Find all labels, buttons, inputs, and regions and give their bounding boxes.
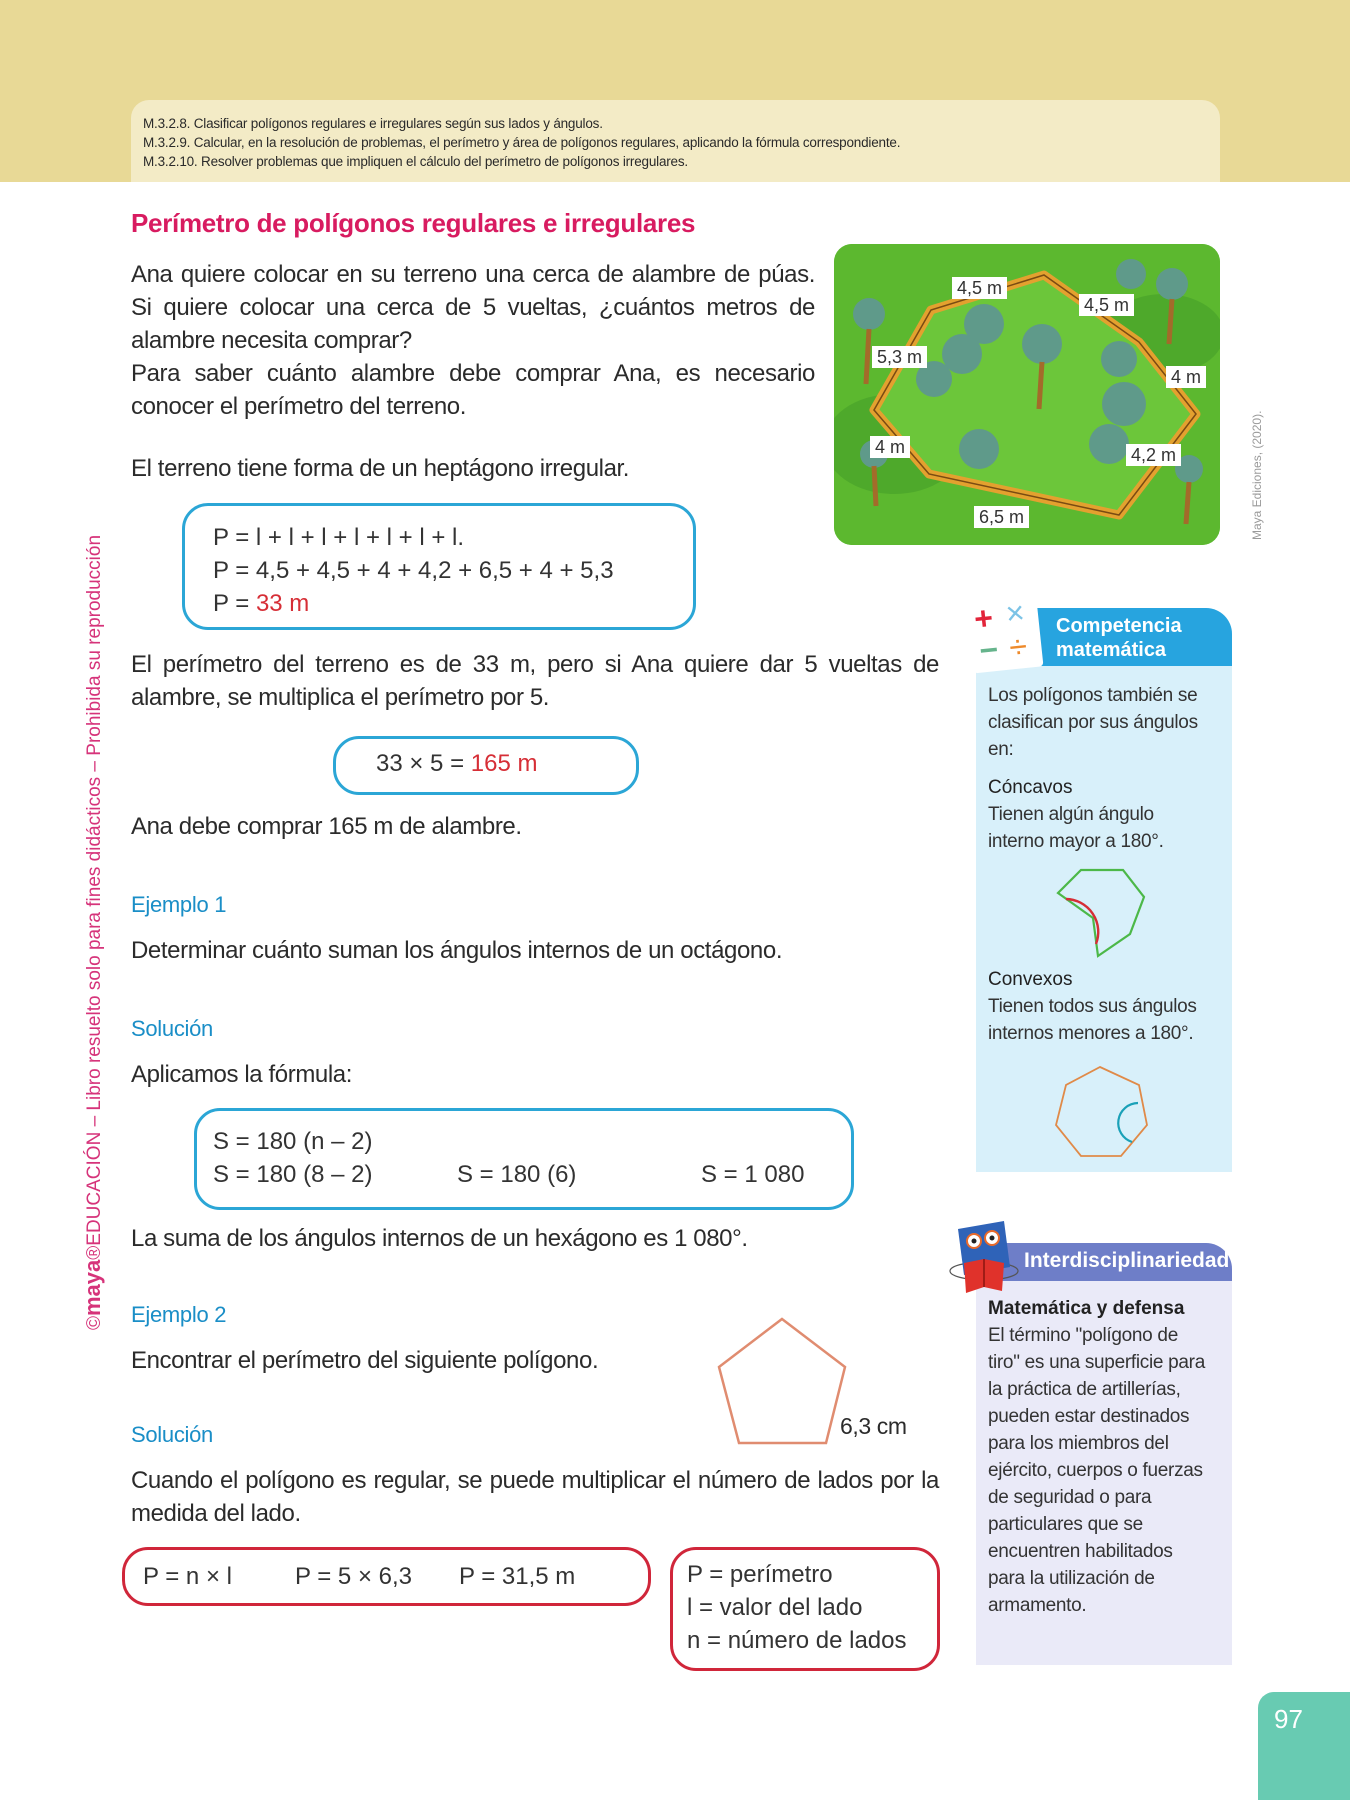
inter-subtitle: Matemática y defensa: [988, 1298, 1185, 1319]
divide-icon: ÷: [1007, 627, 1029, 666]
competencia-intro: Los polígonos también se clasifican por sus ángulos en:: [988, 685, 1198, 760]
page-number: 97: [1274, 1704, 1303, 1734]
convex-heptagon-figure: [1054, 1063, 1154, 1159]
side-label-bottom-right: 4,2 m: [1126, 444, 1181, 466]
competencia-title-line2: matemática: [1056, 639, 1167, 661]
angle-sum-formula-box: [194, 1108, 854, 1210]
apply-formula-text: Aplicamos la fórmula:: [131, 1061, 353, 1088]
competencia-matematica-panel: [972, 593, 1232, 1172]
inter-body-text: El término "polígono de tiro" es una superficie para la práctica de artillerías, pueden estar destinados para los miembros del ejército, cuerpos o fuerzas de seguridad o para particulares que se encuentren habilitados para la utilización de armamento.: [988, 1325, 1205, 1616]
side-label-left: 5,3 m: [872, 346, 927, 368]
intro-explanation: Para saber cuánto alambre debe comprar Ana, es necesario conocer el perímetro del terreno.: [131, 360, 815, 420]
convex-description: Tienen todos sus ángulos internos menores a 180°.: [988, 996, 1197, 1044]
example-1-prompt: Determinar cuánto suman los ángulos internos de un octágono.: [131, 937, 783, 964]
side-credit-text: ®EDUCACIÓN – Libro resuelto solo para fines didácticos – Prohibida su reproducción: [84, 534, 105, 1260]
side-label-bottom: 6,5 m: [974, 506, 1029, 528]
angle-formula-step2: S = 180 (6): [457, 1161, 577, 1188]
pentagon-side-label: 6,3 cm: [840, 1413, 907, 1439]
concave-description: Tienen algún ángulo interno mayor a 180°.: [988, 804, 1164, 852]
regular-pentagon-figure: [715, 1315, 850, 1447]
angle-formula-generic: S = 180 (n – 2): [213, 1128, 373, 1155]
example-2-heading: Ejemplo 2: [131, 1302, 227, 1327]
plus-icon: +: [972, 599, 995, 638]
objective-2: M.3.2.9. Calcular, en la resolución de problemas, el perímetro y área de polígonos regulares, aplicando la fórmula correspondiente.: [143, 135, 901, 150]
side-copyright-credit: [80, 535, 106, 1330]
angle-formula-result: S = 1 080: [701, 1161, 805, 1188]
side-label-right: 4 m: [1166, 366, 1206, 388]
page-title: Perímetro de polígonos regulares e irregulares: [131, 208, 696, 238]
example-2-prompt: Encontrar el perímetro del siguiente polígono.: [131, 1347, 599, 1374]
image-credit: Maya Ediciones, (2020).: [1250, 410, 1264, 540]
copyright-symbol: ©: [84, 1316, 105, 1330]
multiply-expression: 33 × 5 =: [376, 750, 471, 777]
conclusion-text: Ana debe comprar 165 m de alambre.: [131, 813, 522, 840]
perimeter-result-value: 33 m: [255, 590, 310, 617]
formula-result-315: P = 31,5 m: [459, 1563, 576, 1590]
minus-icon: −: [977, 630, 1000, 669]
multiply-result: 165 m: [470, 750, 538, 777]
times-icon: ×: [1003, 593, 1027, 632]
formula-substituted-5x63: P = 5 × 6,3: [295, 1563, 412, 1590]
math-operators-icon: [967, 593, 1044, 674]
fenced-terrain-drawing: [834, 244, 1220, 545]
formula-result: P = 33 m: [213, 590, 310, 617]
interdisciplinariedad-panel: [976, 1243, 1232, 1665]
concave-polygon-figure: [1056, 866, 1156, 962]
competencia-title-line1: Competencia: [1056, 615, 1182, 637]
concave-title: Cóncavos: [988, 777, 1073, 798]
formula-substituted: P = 4,5 + 4,5 + 4 + 4,2 + 6,5 + 4 + 5,3: [213, 557, 614, 584]
side-label-bottom-left: 4 m: [870, 436, 910, 458]
example-2-solution-heading: Solución: [131, 1422, 213, 1447]
objective-1: M.3.2.8. Clasificar polígonos regulares e irregulares según sus lados y ángulos.: [143, 116, 603, 131]
reading-book-mascot-icon: [948, 1219, 1022, 1295]
example-1-result: La suma de los ángulos internos de un hexágono es 1 080°.: [131, 1225, 748, 1252]
angle-formula-step1: S = 180 (8 – 2): [213, 1161, 373, 1188]
legend-n: n = número de lados: [687, 1627, 907, 1654]
example-2-explanation: Cuando el polígono es regular, se puede multiplicar el número de lados por la medida del lado.: [131, 1467, 939, 1527]
objective-3: M.3.2.10. Resolver problemas que impliquen el cálculo del perímetro de polígonos irregulares.: [143, 154, 688, 169]
interdisciplinariedad-title: Interdisciplinariedad: [1024, 1249, 1230, 1272]
formula-legend-box: [670, 1547, 940, 1671]
intro-paragraph: [131, 258, 815, 423]
example-1-solution-heading: Solución: [131, 1016, 213, 1041]
example-1-heading: Ejemplo 1: [131, 892, 227, 917]
formula-n-times-l: P = n × l: [143, 1563, 232, 1590]
multiply-box: [333, 736, 639, 795]
convex-title: Convexos: [988, 969, 1073, 990]
multiply-paragraph: El perímetro del terreno es de 33 m, pero si Ana quiere dar 5 vueltas de alambre, se multiplica el perímetro por 5.: [131, 651, 939, 711]
legend-p: P = perímetro: [687, 1561, 833, 1588]
side-label-top-right: 4,5 m: [1079, 294, 1134, 316]
perimeter-formula-box: [182, 503, 696, 630]
terrain-heptagon-illustration: [834, 244, 1220, 545]
side-label-top-left: 4,5 m: [952, 277, 1007, 299]
formula-generic: P = l + l + l + l + l + l + l.: [213, 524, 465, 551]
objectives-box: [131, 100, 1220, 182]
legend-l: l = valor del lado: [687, 1594, 863, 1621]
shape-statement: El terreno tiene forma de un heptágono irregular.: [131, 455, 630, 482]
maya-brand-logo: maya: [80, 1259, 105, 1316]
regular-perimeter-formula-box: [122, 1547, 651, 1606]
page-number-tab: [1258, 1692, 1350, 1800]
intro-question: Ana quiere colocar en su terreno una cerca de alambre de púas. Si quiere colocar una cerca de 5 vueltas, ¿cuántos metros de alambre necesita comprar?: [131, 261, 815, 354]
